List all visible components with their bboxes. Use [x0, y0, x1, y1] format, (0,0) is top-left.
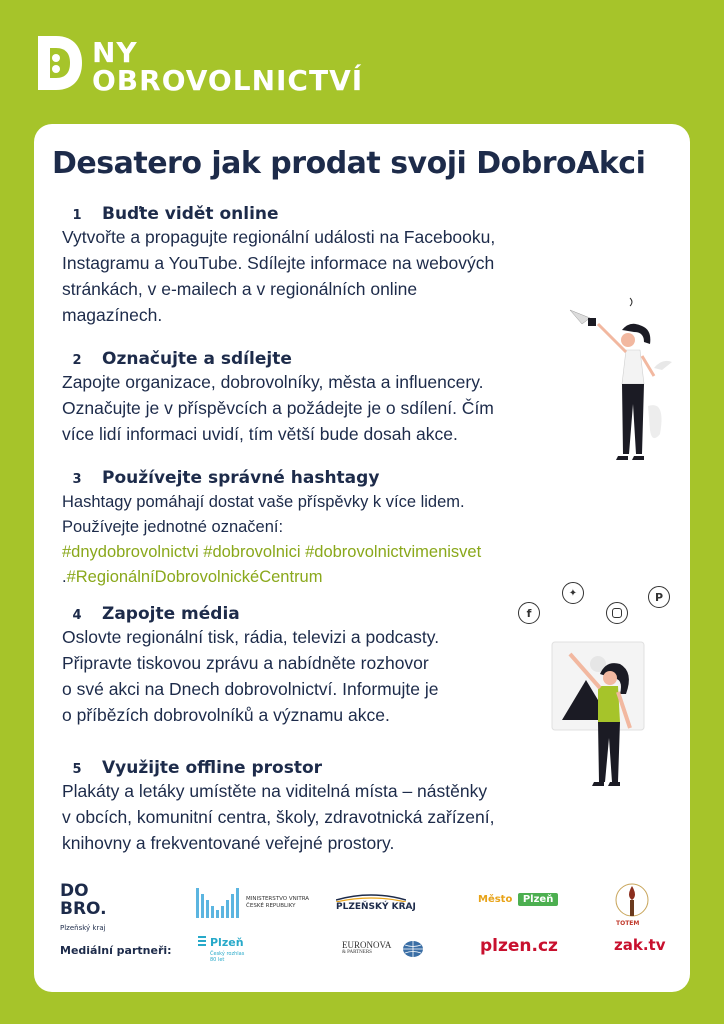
section-title: Používejte správné hashtagy — [102, 468, 380, 488]
pinterest-icon[interactable]: P — [648, 586, 670, 608]
totem-text: TOTEM — [616, 920, 640, 927]
content-card — [34, 124, 690, 992]
cro-sub-line: 80 let — [210, 957, 225, 963]
mesto-plzen-logo — [478, 894, 558, 905]
section-line: o své akci na Dnech dobrovolnictví. Informujte je — [62, 679, 439, 699]
plzen-cz-logo: plzen.cz — [480, 936, 558, 956]
logo-d-mark — [34, 34, 84, 92]
twitter-icon[interactable]: ✦ — [562, 582, 584, 604]
section-number: 5 — [72, 762, 82, 777]
section-line: Označujte je v příspěvcích a požádejte je o sdílení. Čím — [62, 398, 494, 418]
section-number: 2 — [72, 353, 82, 368]
zak-tv-logo: zak.tv — [614, 936, 666, 954]
section-line: Používejte jednotné označení: — [62, 518, 284, 536]
section-number: 4 — [72, 608, 82, 623]
page-title: Desatero jak prodat svoji DobroAkci — [52, 146, 646, 181]
hashtag[interactable]: #RegionálníDobrovolnickéCentrum — [66, 568, 323, 586]
dobro-line2: BRO. — [60, 899, 107, 919]
euronova-text: EURONOVA — [342, 940, 392, 950]
section-line: o příbězích dobrovolníků a významu akce. — [62, 705, 390, 725]
section-title: Buďte vidět online — [102, 204, 279, 224]
section-number: 1 — [72, 208, 82, 223]
section-line: Plakáty a letáky umístěte na viditelná místa – nástěnky — [62, 781, 488, 801]
hashtag[interactable]: #dobrovolnictvimenisvet — [305, 543, 482, 561]
plzen-text: Plzeň — [518, 893, 558, 906]
section-3 — [62, 468, 662, 590]
cro-plzen-sub — [210, 951, 244, 963]
cro-sub-line: Český rozhlas — [210, 951, 245, 957]
dobro-sub: Plzeňský kraj — [60, 924, 106, 932]
section-2 — [62, 349, 622, 447]
cro-plzen-title: Plzeň — [210, 936, 244, 949]
hashtag[interactable]: #dnydobrovolnictvi — [62, 543, 199, 561]
section-line: Zapojte organizace, dobrovolníky, města a influencery. — [62, 372, 484, 392]
instagram-icon[interactable] — [606, 602, 628, 624]
mesto-text: Město — [478, 894, 513, 905]
section-line: více lidí informaci uvidí, tím větší bude dosah akce. — [62, 424, 458, 444]
dobro-line1: DO — [60, 881, 89, 901]
section-4 — [62, 604, 582, 728]
logo-line2: OBROVOLNICTVÍ — [92, 64, 364, 97]
cro-plzen-logo — [198, 934, 258, 968]
plzensky-kraj-logo — [336, 892, 416, 912]
section-line: magazínech. — [62, 305, 163, 325]
section-1 — [62, 204, 622, 328]
section-title: Označujte a sdílejte — [102, 349, 292, 369]
section-line: stránkách, v e-mailech a v regionálních online — [62, 279, 418, 299]
woman-paper-plane-illustration — [562, 296, 672, 472]
ministerstvo-logo — [196, 888, 316, 918]
hashtag[interactable]: #dobrovolnici — [203, 543, 301, 561]
cro-mark — [198, 936, 206, 950]
section-line: knihovny a frekventované veřejné prostory. — [62, 833, 395, 853]
dobro-logo — [60, 882, 107, 937]
plzensky-kraj-mark — [336, 892, 406, 902]
totem-logo — [612, 882, 652, 924]
logo-line1: NY — [92, 36, 138, 69]
ministerstvo-mark — [196, 888, 240, 918]
euronova-logo — [342, 940, 391, 955]
facebook-icon[interactable]: f — [518, 602, 540, 624]
section-line: Hashtagy pomáhají dostat vaše příspěvky k více lidem. — [62, 493, 465, 511]
euronova-sub: & PARTNERS — [342, 950, 372, 955]
section-line: v obcích, komunitní centra, školy, zdravotnická zařízení, — [62, 807, 495, 827]
social-media-illustration — [512, 582, 682, 792]
section-line: Instagramu a YouTube. Sdílejte informace na webových — [62, 253, 495, 273]
dny-dobrovolnictvi-logo — [34, 34, 374, 97]
ministerstvo-text: MINISTERSTVO VNITRA ČESKÉ REPUBLIKY — [246, 896, 310, 909]
media-partners-label: Mediální partneři: — [60, 944, 172, 957]
section-title: Využijte offline prostor — [102, 758, 323, 778]
euronova-globe-icon — [402, 940, 424, 958]
section-title: Zapojte média — [102, 604, 240, 624]
section-line: Vytvořte a propagujte regionální události na Facebooku, — [62, 227, 496, 247]
partners-footer — [34, 882, 690, 992]
section-line: Oslovte regionální tisk, rádia, televizi a podcasty. — [62, 627, 440, 647]
section-number: 3 — [72, 472, 82, 487]
hashtag-line — [62, 540, 662, 565]
hashtag-prefix: . — [62, 568, 67, 586]
plzensky-kraj-text: PLZEŇSKÝ KRAJ — [336, 902, 416, 912]
section-line: Připravte tiskovou zprávu a nabídněte rozhovor — [62, 653, 429, 673]
